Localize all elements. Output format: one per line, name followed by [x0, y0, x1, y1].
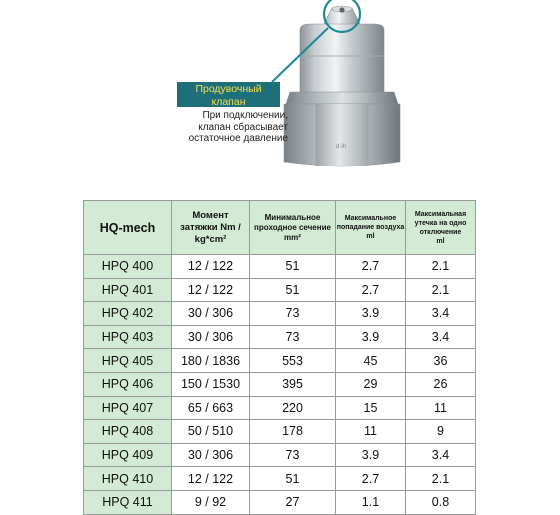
header-torque-line-1: Момент: [192, 209, 229, 221]
cell-section: 27: [250, 490, 336, 514]
cell-torque: 30 / 306: [172, 443, 250, 467]
cell-model: HPQ 402: [84, 302, 172, 326]
table-row: [84, 467, 476, 491]
header-torque-line-3: kg*cm²: [194, 233, 227, 245]
product-illustration: [0, 0, 560, 195]
purge-valve-callout: Продувочный клапан: [177, 82, 280, 107]
table-row: [84, 325, 476, 349]
cell-leak: 2.1: [406, 255, 476, 279]
header-section-line-2: проходное сечение: [254, 222, 331, 232]
cell-air: 2.7: [336, 278, 406, 302]
description-line-1: При подключении,: [202, 110, 288, 121]
header-leak-line-4: ml: [436, 237, 445, 245]
table-row: [84, 420, 476, 444]
cell-model: HPQ 410: [84, 467, 172, 491]
cell-model: HPQ 405: [84, 349, 172, 373]
cell-air: 11: [336, 420, 406, 444]
header-air: [336, 201, 406, 255]
header-leak-line-3: отключение: [419, 228, 462, 236]
cell-leak: 2.1: [406, 278, 476, 302]
table-row: [84, 372, 476, 396]
table-header-row: [84, 201, 476, 255]
cell-model: HPQ 408: [84, 420, 172, 444]
cell-section: 178: [250, 420, 336, 444]
cell-air: 3.9: [336, 302, 406, 326]
cell-model: HPQ 400: [84, 255, 172, 279]
table-row: [84, 443, 476, 467]
cell-model: HPQ 403: [84, 325, 172, 349]
cell-air: 1.1: [336, 490, 406, 514]
cell-torque: 12 / 122: [172, 467, 250, 491]
quick-coupling-image: [0, 0, 560, 195]
header-air-line-3: ml: [366, 233, 375, 240]
cell-air: 29: [336, 372, 406, 396]
header-air-line-2: попадание воздуха: [336, 224, 405, 231]
cell-leak: 36: [406, 349, 476, 373]
cell-model: HPQ 406: [84, 372, 172, 396]
cell-section: 51: [250, 278, 336, 302]
description-line-3: остаточное давление: [188, 133, 288, 144]
cell-section: 395: [250, 372, 336, 396]
cell-leak: 2.1: [406, 467, 476, 491]
cell-leak: 3.4: [406, 443, 476, 467]
table-row: [84, 396, 476, 420]
header-section-line-3: mm²: [284, 232, 301, 242]
cell-model: HPQ 401: [84, 278, 172, 302]
cell-leak: 3.4: [406, 302, 476, 326]
cell-model: HPQ 411: [84, 490, 172, 514]
header-section-line-1: Минимальное: [264, 212, 321, 222]
header-model: HQ-mech: [84, 201, 172, 255]
description-line-2: клапан сбрасывает: [198, 121, 288, 133]
table-row: [84, 255, 476, 279]
cell-leak: 9: [406, 420, 476, 444]
cell-air: 45: [336, 349, 406, 373]
cell-leak: 3.4: [406, 325, 476, 349]
cell-air: 3.9: [336, 325, 406, 349]
cell-torque: 12 / 122: [172, 278, 250, 302]
cell-torque: 65 / 663: [172, 396, 250, 420]
cell-section: 51: [250, 255, 336, 279]
table-row: [84, 278, 476, 302]
cell-air: 2.7: [336, 255, 406, 279]
table-row: [84, 349, 476, 373]
specifications-table: [83, 200, 476, 515]
cell-leak: 26: [406, 372, 476, 396]
cell-torque: 30 / 306: [172, 302, 250, 326]
table-row: [84, 302, 476, 326]
cell-air: 3.9: [336, 443, 406, 467]
table-row: [84, 490, 476, 514]
header-air-line-1: Максимальное: [344, 215, 397, 222]
cell-torque: 50 / 510: [172, 420, 250, 444]
cell-torque: 180 / 1836: [172, 349, 250, 373]
cell-section: 73: [250, 302, 336, 326]
cell-model: HPQ 409: [84, 443, 172, 467]
cell-leak: 11: [406, 396, 476, 420]
cell-section: 553: [250, 349, 336, 373]
cell-torque: 150 / 1530: [172, 372, 250, 396]
cell-torque: 12 / 122: [172, 255, 250, 279]
cell-torque: 30 / 306: [172, 325, 250, 349]
header-leak: [406, 201, 476, 255]
purge-valve-description: [170, 110, 288, 145]
cell-leak: 0.8: [406, 490, 476, 514]
svg-text:d·ih: d·ih: [336, 144, 347, 150]
cell-section: 220: [250, 396, 336, 420]
cell-air: 2.7: [336, 467, 406, 491]
header-torque: [172, 201, 250, 255]
header-torque-line-2: затяжки Nm /: [180, 221, 241, 233]
cell-section: 73: [250, 325, 336, 349]
cell-air: 15: [336, 396, 406, 420]
cell-model: HPQ 407: [84, 396, 172, 420]
cell-section: 51: [250, 467, 336, 491]
header-section: [250, 201, 336, 255]
header-leak-line-2: утечка на одно: [414, 219, 467, 227]
cell-section: 73: [250, 443, 336, 467]
cell-torque: 9 / 92: [172, 490, 250, 514]
header-leak-line-1: Максимальная: [414, 210, 467, 218]
